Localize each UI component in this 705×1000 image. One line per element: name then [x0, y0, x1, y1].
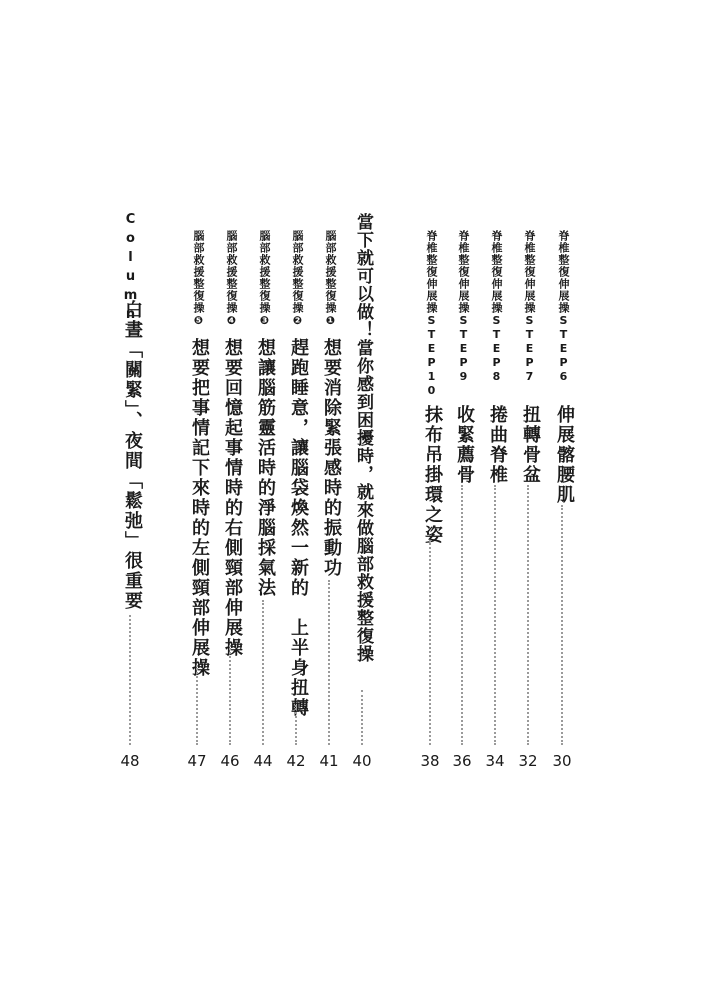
- leader-dots: [196, 665, 198, 745]
- entry-label: 腦部救援整復操❶: [324, 230, 337, 328]
- page-number: 44: [253, 752, 273, 770]
- page-number: 46: [220, 752, 240, 770]
- entry-label: 脊椎整復伸展操STEP8: [490, 230, 503, 384]
- page-number: 47: [187, 752, 207, 770]
- page-number: 40: [352, 752, 372, 770]
- leader-dots: [527, 485, 529, 745]
- entry-title: 扭轉骨盆: [520, 405, 541, 485]
- leader-dots: [295, 705, 297, 745]
- entry-title: 伸展髂腰肌: [554, 405, 575, 505]
- entry-title: 抹布吊掛環之姿: [422, 405, 443, 545]
- entry-title: 捲曲脊椎: [487, 405, 508, 485]
- entry-label: 腦部救援整復操❸: [258, 230, 271, 328]
- page-number: 36: [452, 752, 472, 770]
- entry-label: 腦部救援整復操❺: [192, 230, 205, 328]
- entry-title: 收緊薦骨: [454, 405, 475, 485]
- leader-dots: [262, 600, 264, 745]
- entry-label: 脊椎整復伸展操STEP6: [557, 230, 570, 384]
- entry-title: 白晝「關緊」、夜間「鬆弛」很重要: [122, 300, 143, 611]
- column-label: Column: [123, 212, 138, 326]
- leader-dots: [461, 485, 463, 745]
- entry-label: 脊椎整復伸展操STEP7: [523, 230, 536, 384]
- leader-dots: [328, 580, 330, 745]
- entry-label: 脊椎整復伸展操STEP10: [425, 230, 438, 398]
- leader-dots: [129, 615, 131, 745]
- entry-title: 想要把事情記下來時的左側頸部伸展操: [189, 338, 210, 678]
- page-number: 42: [286, 752, 306, 770]
- page-number: 30: [552, 752, 572, 770]
- page-number: 38: [420, 752, 440, 770]
- leader-dots: [494, 485, 496, 745]
- entry-label: 脊椎整復伸展操STEP9: [457, 230, 470, 384]
- leader-dots: [229, 645, 231, 745]
- entry-title: 想要消除緊張感時的振動功: [321, 338, 342, 578]
- entry-title: 想要回憶起事情時的右側頸部伸展操: [222, 338, 243, 658]
- page-number: 41: [319, 752, 339, 770]
- entry-label: 腦部救援整復操❷: [291, 230, 304, 328]
- section-heading: 當下就可以做！當你感到困擾時，就來做腦部救援整復操: [353, 213, 373, 663]
- leader-dots: [429, 540, 431, 745]
- entry-title: 趕跑睡意，讓腦袋煥然一新的 上半身扭轉: [288, 338, 309, 718]
- entry-title: 想讓腦筋靈活時的淨腦採氣法: [255, 338, 276, 598]
- leader-dots: [361, 690, 363, 745]
- entry-label: 腦部救援整復操❹: [225, 230, 238, 328]
- page-number: 48: [120, 752, 140, 770]
- page-number: 32: [518, 752, 538, 770]
- leader-dots: [561, 505, 563, 745]
- page-number: 34: [485, 752, 505, 770]
